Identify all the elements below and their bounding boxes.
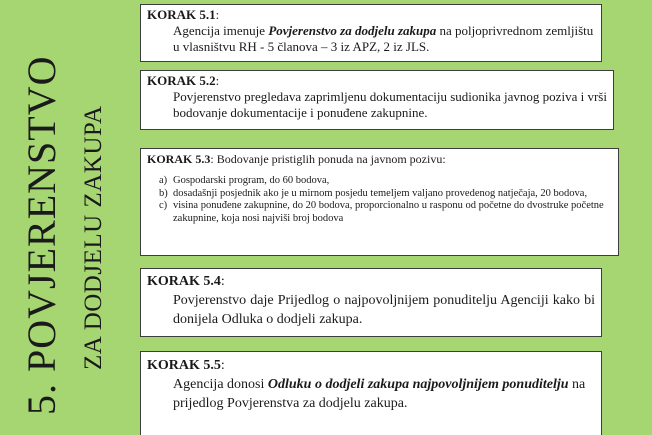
step-emphasis: Povjerenstvo za dodjelu zakupa: [268, 23, 437, 38]
step-label-colon: :: [215, 73, 220, 88]
step-box-5-1: [140, 4, 602, 62]
step-emphasis: Odluku o dodjeli zakupa najpovoljnijem ponuditelju: [267, 377, 569, 392]
step-label-colon: :: [215, 7, 220, 22]
step-label-colon: :: [220, 274, 225, 289]
scoring-list: [147, 175, 612, 225]
list-item-text: visina ponuđene zakupnine, do 20 bodova, proporcionalno u rasponu od početne do dvostruke početne zakupnine, koja nosi najviši broj bodova: [173, 200, 604, 224]
step-label: KORAK 5.5: [147, 358, 221, 373]
sidebar-subtitle: ZA DODJELU ZAKUPA: [80, 105, 107, 370]
step-text: Povjerenstvo pregledava zaprimljenu dokumentaciju sudionika javnog poziva i vrši bodovanje dokumentacije i ponuđene zakupnine.: [173, 89, 607, 120]
sidebar-title: 5. POVJERENSTVO: [19, 55, 64, 415]
list-item: [147, 175, 612, 188]
step-label: KORAK 5.2: [147, 73, 216, 88]
step-label-colon: :: [210, 152, 217, 166]
step-text: Povjerenstvo daje Prijedlog o najpovoljnijem ponuditelju Agenciji kako bi donijela Odluka o dodjeli zakupa.: [173, 293, 595, 327]
sidebar: [0, 0, 120, 435]
step-heading: Bodovanje pristiglih ponuda na javnom pozivu:: [216, 152, 446, 166]
step-text-after: na prijedlog Povjerenstva za dodjelu zakupa.: [173, 377, 586, 411]
step-label-colon: :: [220, 358, 225, 373]
step-box-5-3: [140, 148, 619, 256]
step-box-5-4: [140, 268, 602, 337]
list-marker: c): [159, 200, 168, 211]
list-marker: a): [159, 175, 168, 186]
list-item: [147, 188, 612, 201]
step-label: KORAK 5.1: [147, 7, 216, 22]
step-box-5-2: [140, 70, 614, 130]
list-marker: b): [159, 187, 168, 199]
step-text-before: Agencija donosi: [173, 377, 268, 392]
step-text: [147, 23, 595, 55]
step-label: KORAK 5.4: [147, 274, 221, 289]
list-item-text: dosadašnji posjednik ako je u mirnom posjedu temeljem valjano provedenog natječaja, 20 bodova,: [173, 187, 588, 199]
step-box-5-5: [140, 351, 602, 435]
list-item: [147, 200, 612, 225]
step-text-after: na poljoprivrednom zemljištu u vlasništvu RH - 5 članova – 3 iz APZ, 2 iz JLS.: [173, 23, 594, 54]
step-text: [147, 375, 595, 413]
list-item-text: Gospodarski program, do 60 bodova,: [173, 175, 330, 186]
step-label: KORAK 5.3: [147, 152, 211, 166]
step-text-before: Agencija imenuje: [173, 23, 269, 38]
